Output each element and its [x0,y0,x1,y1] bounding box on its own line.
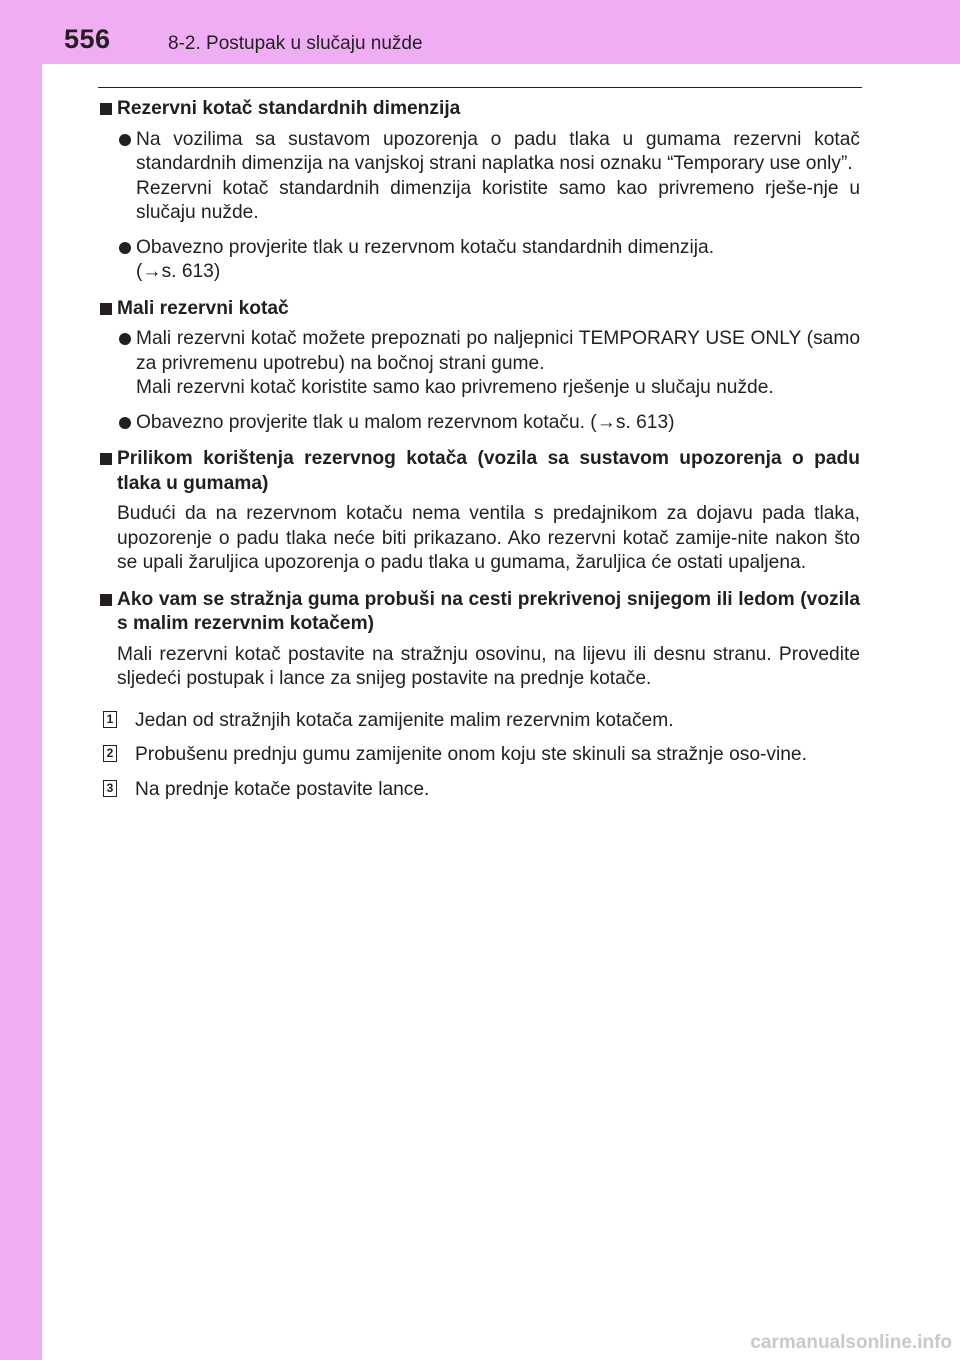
page-number: 556 [64,24,111,54]
list-item [117,236,860,285]
list-item [117,327,860,401]
paragraph: Obavezno provjerite tlak u rezervnom kotaču standardnih dimenzija. [136,236,715,258]
round-bullet-icon [119,417,131,429]
step-number-badge: 3 [103,780,117,797]
header-divider [98,87,862,88]
section-spare-tpms [98,447,860,576]
step-number-badge: 2 [103,745,117,762]
step-text: Probušenu prednju gumu zamijenite onom koju ste skinuli sa stražnje oso-vine. [135,744,807,765]
section-full-size-spare [98,97,860,122]
watermark: carmanualsonline.info [750,1332,952,1353]
paragraph: Mali rezervni kotač možete prepoznati po naljepnici TEMPORARY USE ONLY (samo za privremenu upotrebu) na bočnoj strani gume. [136,328,860,374]
paragraph: Na vozilima sa sustavom upozorenja o padu tlaka u gumama rezervni kotač standardnih dimenzija na vanjskoj strani naplatka nosi oznaku “Temporary use only”. [136,128,860,174]
step-item [98,743,860,768]
list-item [117,128,860,226]
paragraph: Mali rezervni kotač koristite samo kao privremeno rješenje u slučaju nužde. [136,377,774,398]
section-snow-puncture [98,588,860,692]
round-bullet-icon [119,134,131,146]
round-bullet-icon [119,242,131,254]
step-item [98,709,860,734]
square-bullet-icon [100,453,112,465]
paragraph: Obavezno provjerite tlak u malom rezervnom kotaču. (→s. 613) [136,411,675,433]
square-bullet-icon [100,103,112,115]
side-tab-bar [0,0,42,1360]
paragraph: Rezervni kotač standardnih dimenzija koristite samo kao privremeno rješe-nje u slučaju nužde. [136,177,860,223]
list-item [117,411,860,436]
square-bullet-icon [100,303,112,315]
square-bullet-icon [100,594,112,606]
section-title: Prilikom korištenja rezervnog kotača (vozila sa sustavom upozorenja o padu tlaka u gumama) [117,448,860,494]
paragraph: Mali rezervni kotač postavite na stražnju osovinu, na lijevu ili desnu stranu. Provedite sljedeći postupak i lance za snijeg postavite na prednje kotače. [117,643,860,689]
round-bullet-icon [119,333,131,345]
step-text: Jedan od stražnjih kotača zamijenite malim rezervnim kotačem. [135,709,674,731]
step-text: Na prednje kotače postavite lance. [135,778,430,800]
section-compact-spare [98,297,860,322]
chapter-title: 8-2. Postupak u slučaju nužde [168,33,423,54]
step-number-badge: 1 [103,711,117,728]
page-content [98,97,860,802]
step-item [98,778,860,803]
section-title: Ako vam se stražnja guma probuši na cesti prekrivenoj snijegom ili ledom (vozila s malim rezervnim kotačem) [117,588,860,634]
section-title: Mali rezervni kotač [117,297,289,319]
section-title: Rezervni kotač standardnih dimenzija [117,98,461,119]
paragraph: Budući da na rezervnom kotaču nema ventila s predajnikom za dojavu pada tlaka, upozorenje o padu tlaka neće biti prikazano. Ako rezervni kotač zamije-nite nakon što se upali žaruljica upozorenja o padu tlaka u gumama, žaruljica će ostati upaljena. [117,503,860,573]
page-reference: (→s. 613) [136,261,221,282]
